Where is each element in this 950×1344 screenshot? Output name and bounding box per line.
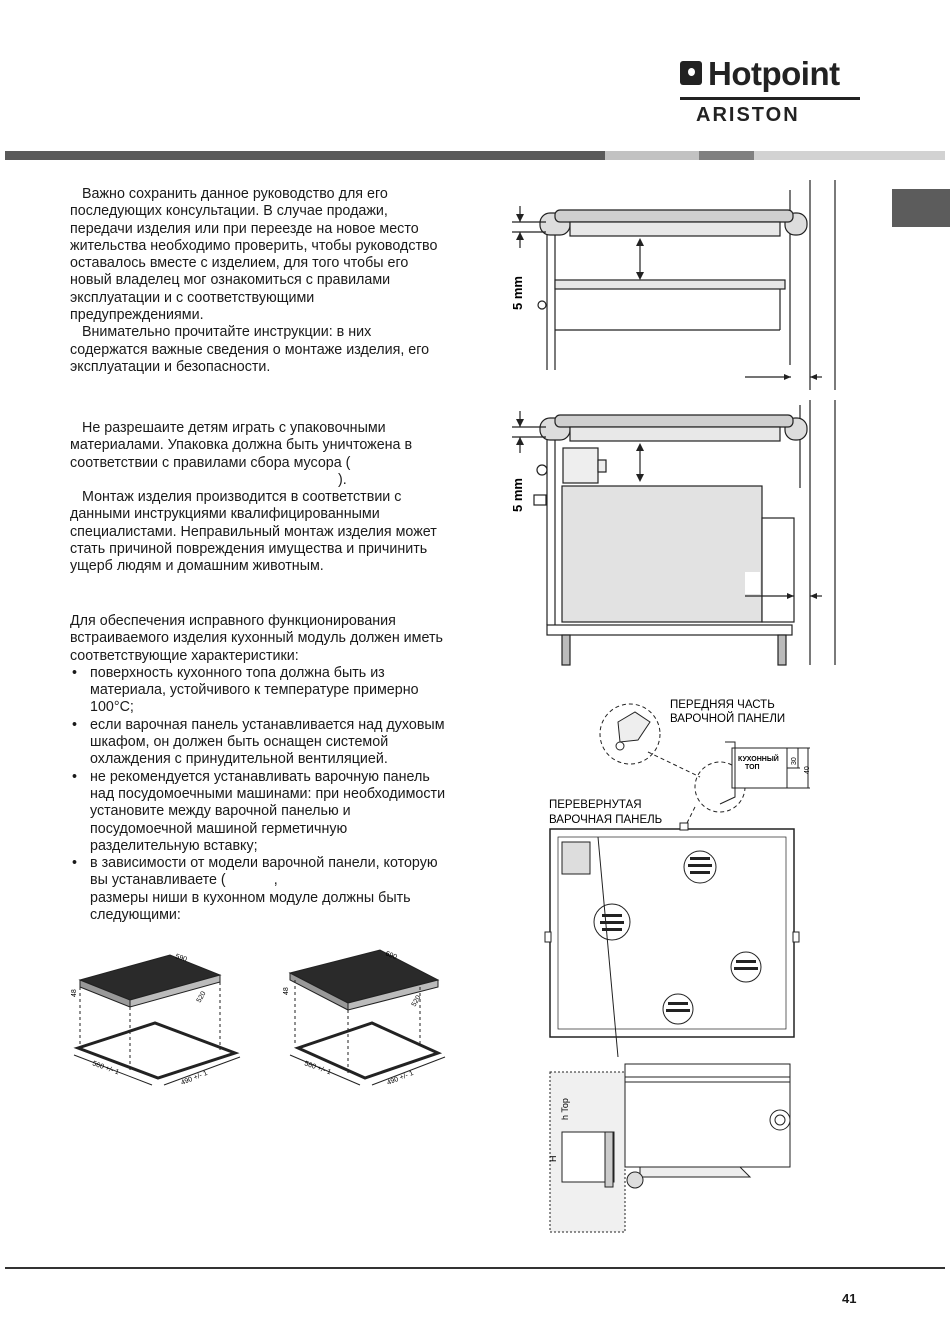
list-item: • в зависимости от модели варочной панели, которую вы устанавливаете ( , размеры ниши в кухонном модуле должны быть следующими: — [70, 855, 450, 924]
header-band-dark — [5, 151, 605, 160]
dim-30: 30 — [791, 757, 798, 765]
dim-width: 590 — [174, 953, 188, 964]
figure-cutout-590 — [70, 945, 245, 1120]
paragraph: Важно сохранить данное руководство для его последующих консультации. В случае продажи, передачи изделия или при переезде на новое место жительства необходимо проверить, чтобы руководство оставалось вместе с изделием, для того чтобы его новый владелец мог ознакомиться с правилами эксплуатации и с соответствующими предупреждениями. — [70, 186, 438, 324]
front-label-line1: ПЕРЕДНЯЯ ЧАСТЬ — [670, 699, 775, 711]
figure-installation-oven — [500, 400, 840, 675]
hotpoint-ariston-logo — [678, 54, 862, 134]
paragraph: Монтаж изделия производится в соответствии с данными инструкциями квалифицированными специалистами. Неправильный монтаж изделия может стать причиной повреждения имущества и причинить ущерб людям и домашним животным. — [70, 489, 437, 575]
front-label-line2: ВАРОЧНОЙ ПАНЕЛИ — [670, 713, 786, 725]
list-item: • не рекомендуется устанавливать варочную панель над посудомоечными машинами: при необходимости установите между варочной панелью и посудомоечной машиной герметичную разделительную вставку; — [70, 769, 450, 855]
dim-cut-width: 560 +/- 1 — [303, 1060, 332, 1077]
gap-label: 5 mm — [510, 478, 525, 512]
dim-height: 48 — [71, 989, 78, 997]
dim-cut-depth: 490 +/- 1 — [386, 1069, 415, 1087]
header-band-lighter — [754, 151, 945, 160]
dim-cut-depth: 490 +/- 1 — [180, 1069, 209, 1087]
section-tab — [892, 189, 950, 227]
figure-cutout-690 — [280, 945, 455, 1120]
gap-label: 5 mm — [510, 276, 525, 310]
paragraph: Для обеспечения исправного функционирования встраиваемого изделия кухонный модуль должен иметь соответствующие характеристики: — [70, 613, 443, 664]
text-block-3 — [70, 613, 450, 924]
h-top-label: h Top — [560, 1098, 570, 1120]
worktop-label-line2: ТОП — [745, 764, 760, 771]
flipped-label-line2: ВАРОЧНАЯ ПАНЕЛЬ — [549, 814, 663, 826]
dim-width: 690 — [384, 950, 398, 962]
paragraph: Не разрешаите детям играть с упаковочными материалами. Упаковка должна быть уничтожена в соответствии с правилами сбора мусора ( ). — [70, 420, 413, 488]
logo-mark-icon — [680, 61, 702, 85]
logo-sub: ARISTON — [696, 104, 800, 126]
footer-rule — [5, 1267, 945, 1269]
dim-cut-width: 560 +/- 1 — [91, 1060, 120, 1077]
text-block-1 — [70, 186, 450, 376]
dim-depth: 520 — [410, 994, 423, 1008]
dim-40: 40 — [804, 766, 811, 774]
header-band-light — [605, 151, 699, 160]
paragraph: Внимательно прочитайте инструкции: в них содержатся важные сведения о монтаже изделия, его эксплуатации и безопасности. — [70, 324, 430, 375]
page-number: 41 — [842, 1291, 857, 1306]
figure-installation-drawer — [500, 180, 840, 390]
dim-height: 48 — [283, 987, 290, 995]
dim-depth: 520 — [195, 990, 208, 1004]
flipped-label-line1: ПЕРЕВЕРНУТАЯ — [549, 799, 642, 811]
logo-brand: Hotpoint — [708, 55, 840, 92]
figure-flipped-hob — [540, 692, 825, 1247]
worktop-label-line1: КУХОННЫЙ — [738, 756, 779, 763]
logo-rule — [680, 97, 860, 100]
list-item: • если варочная панель устанавливается над духовым шкафом, он должен быть оснащен системой охлаждения с принудительной вентиляцией. — [70, 717, 450, 769]
requirements-list — [70, 665, 450, 924]
list-item: • поверхность кухонного топа должна быть из материала, устойчивого к температуре примерно 100°С; — [70, 665, 450, 717]
header-band-mid — [699, 151, 754, 160]
h-label: H — [548, 1155, 558, 1162]
text-block-2 — [70, 420, 450, 576]
